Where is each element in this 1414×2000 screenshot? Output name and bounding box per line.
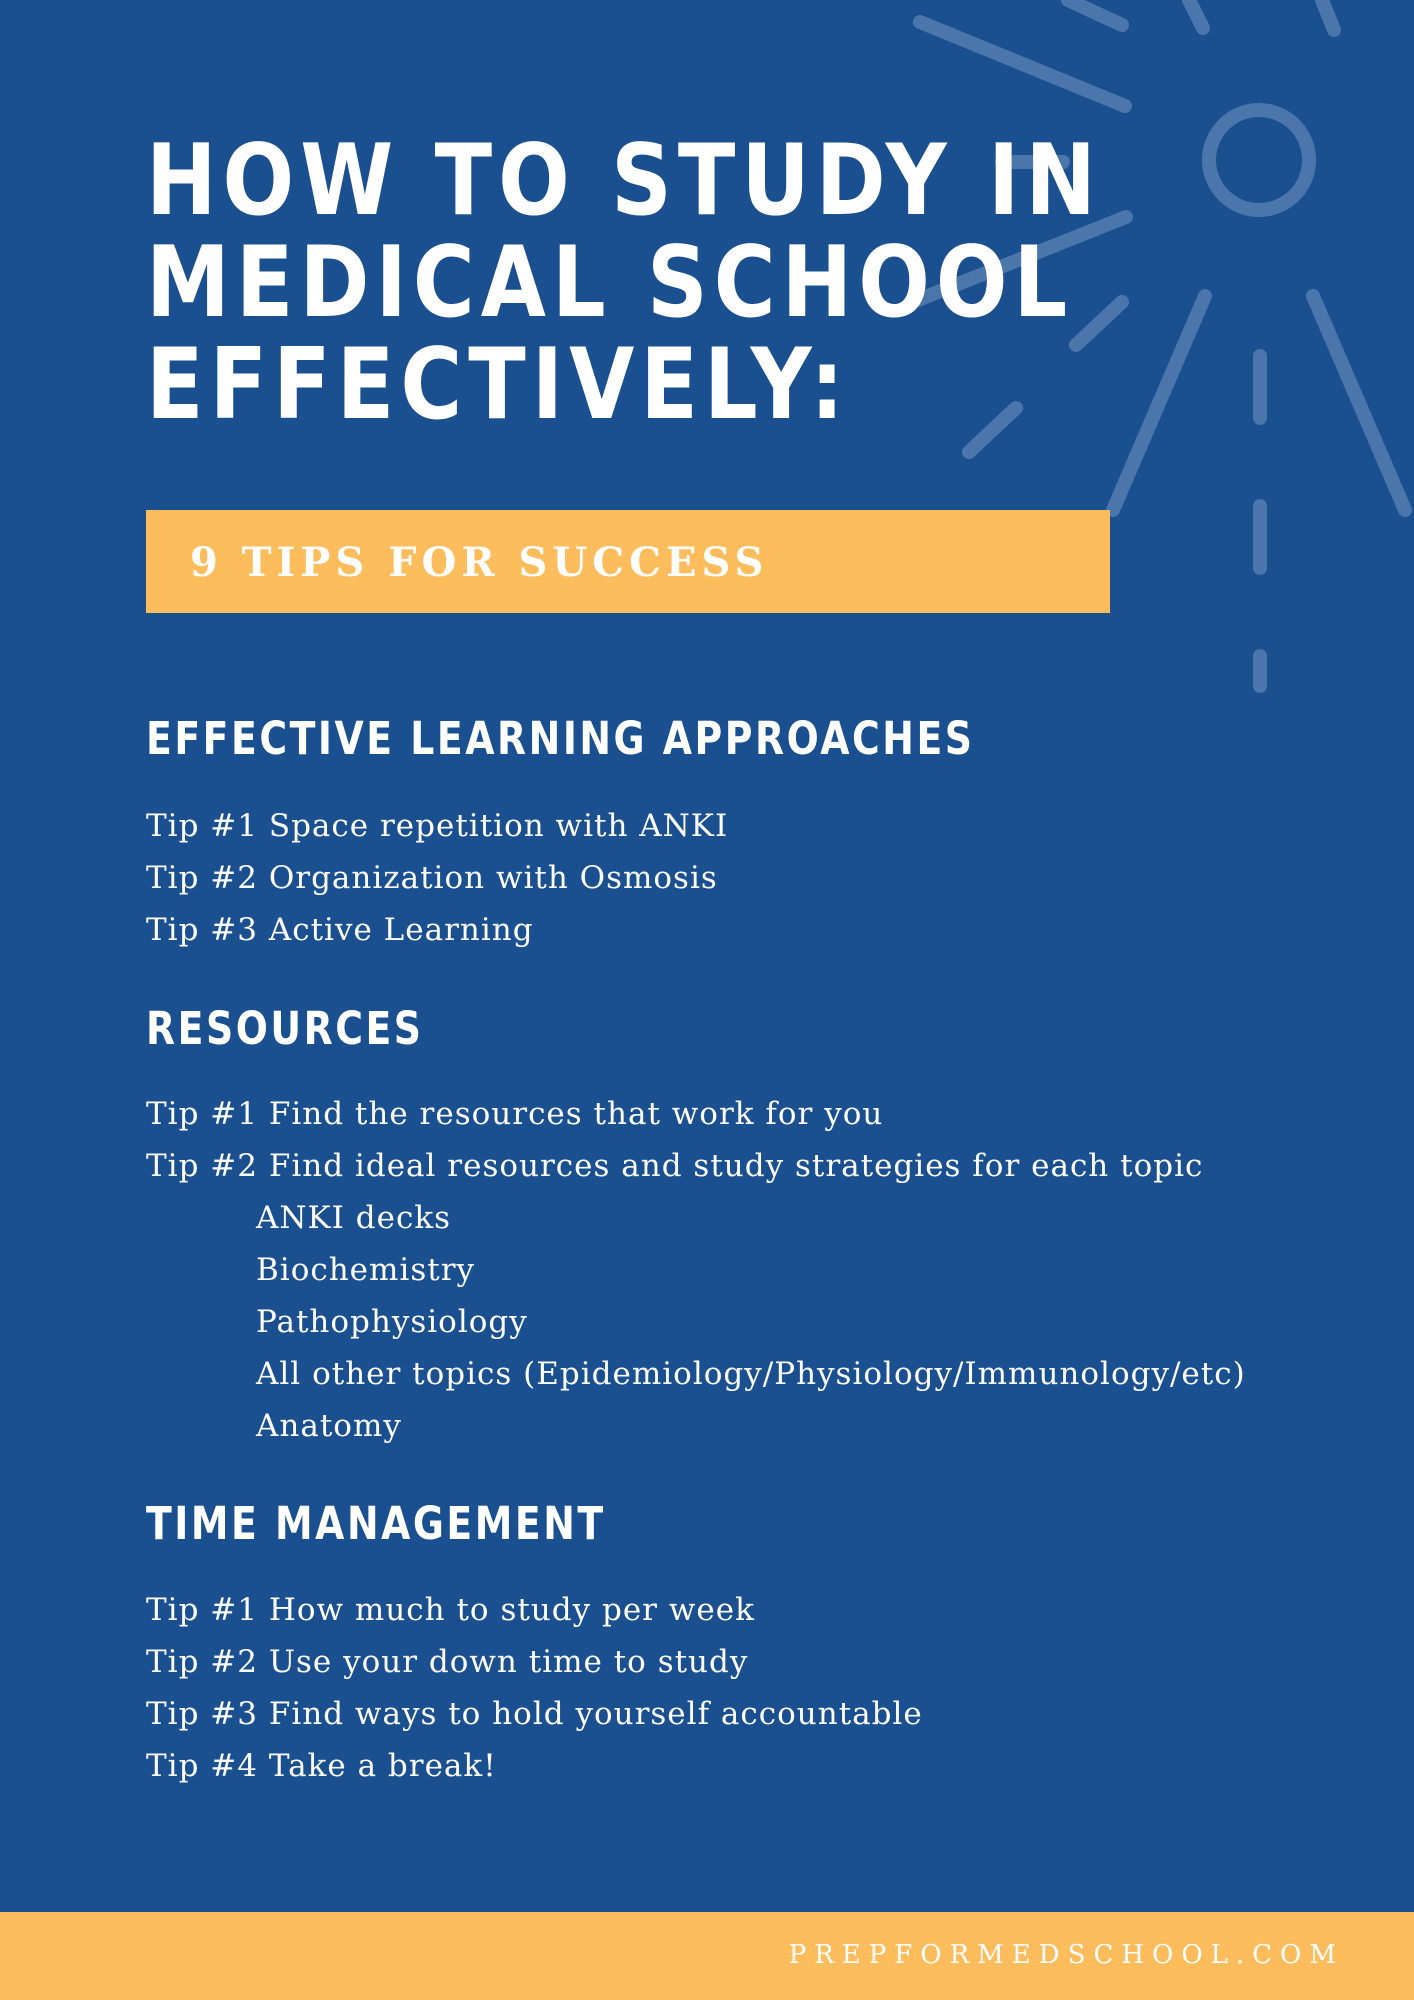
footer-bar	[0, 1912, 1414, 2000]
list-subitem: Pathophysiology	[256, 1304, 528, 1340]
page-title	[146, 124, 1102, 442]
list-item: Tip #2 Use your down time to study	[146, 1644, 749, 1680]
list-item: Tip #3 Find ways to hold yourself accountable	[146, 1696, 923, 1732]
list-item: Tip #2 Find ideal resources and study strategies for each topic	[146, 1148, 1204, 1184]
title-line: EFFECTIVELY:	[146, 328, 851, 442]
resources-tip-list	[146, 1088, 1246, 1452]
list-item: Tip #1 Space repetition with ANKI	[146, 808, 729, 844]
list-item: Tip #3 Active Learning	[146, 912, 534, 948]
footer-website: PREPFORMEDSCHOOL.COM	[788, 1940, 1344, 1970]
title-line: MEDICAL SCHOOL	[146, 226, 1074, 340]
list-item: Tip #2 Organization with Osmosis	[146, 860, 718, 896]
learning-tip-list	[146, 800, 728, 956]
tips-banner	[146, 510, 1110, 613]
title-line: HOW TO STUDY IN	[146, 124, 1102, 238]
list-item: Tip #1 How much to study per week	[146, 1592, 755, 1628]
list-item: Tip #1 Find the resources that work for you	[146, 1096, 884, 1132]
section-heading-resources: RESOURCES	[146, 1002, 424, 1055]
list-subitem: Anatomy	[256, 1408, 402, 1444]
list-subitem: All other topics (Epidemiology/Physiology/Immunology/etc)	[256, 1356, 1246, 1392]
list-subitem: ANKI decks	[256, 1200, 452, 1236]
tips-banner-label: 9 TIPS FOR SUCCESS	[190, 539, 769, 586]
list-item: Tip #4 Take a break!	[146, 1748, 497, 1784]
section-heading-learning: EFFECTIVE LEARNING APPROACHES	[146, 712, 975, 765]
time-management-tip-list	[146, 1584, 923, 1792]
list-subitem: Biochemistry	[256, 1252, 476, 1288]
section-heading-time-management: TIME MANAGEMENT	[146, 1497, 606, 1550]
